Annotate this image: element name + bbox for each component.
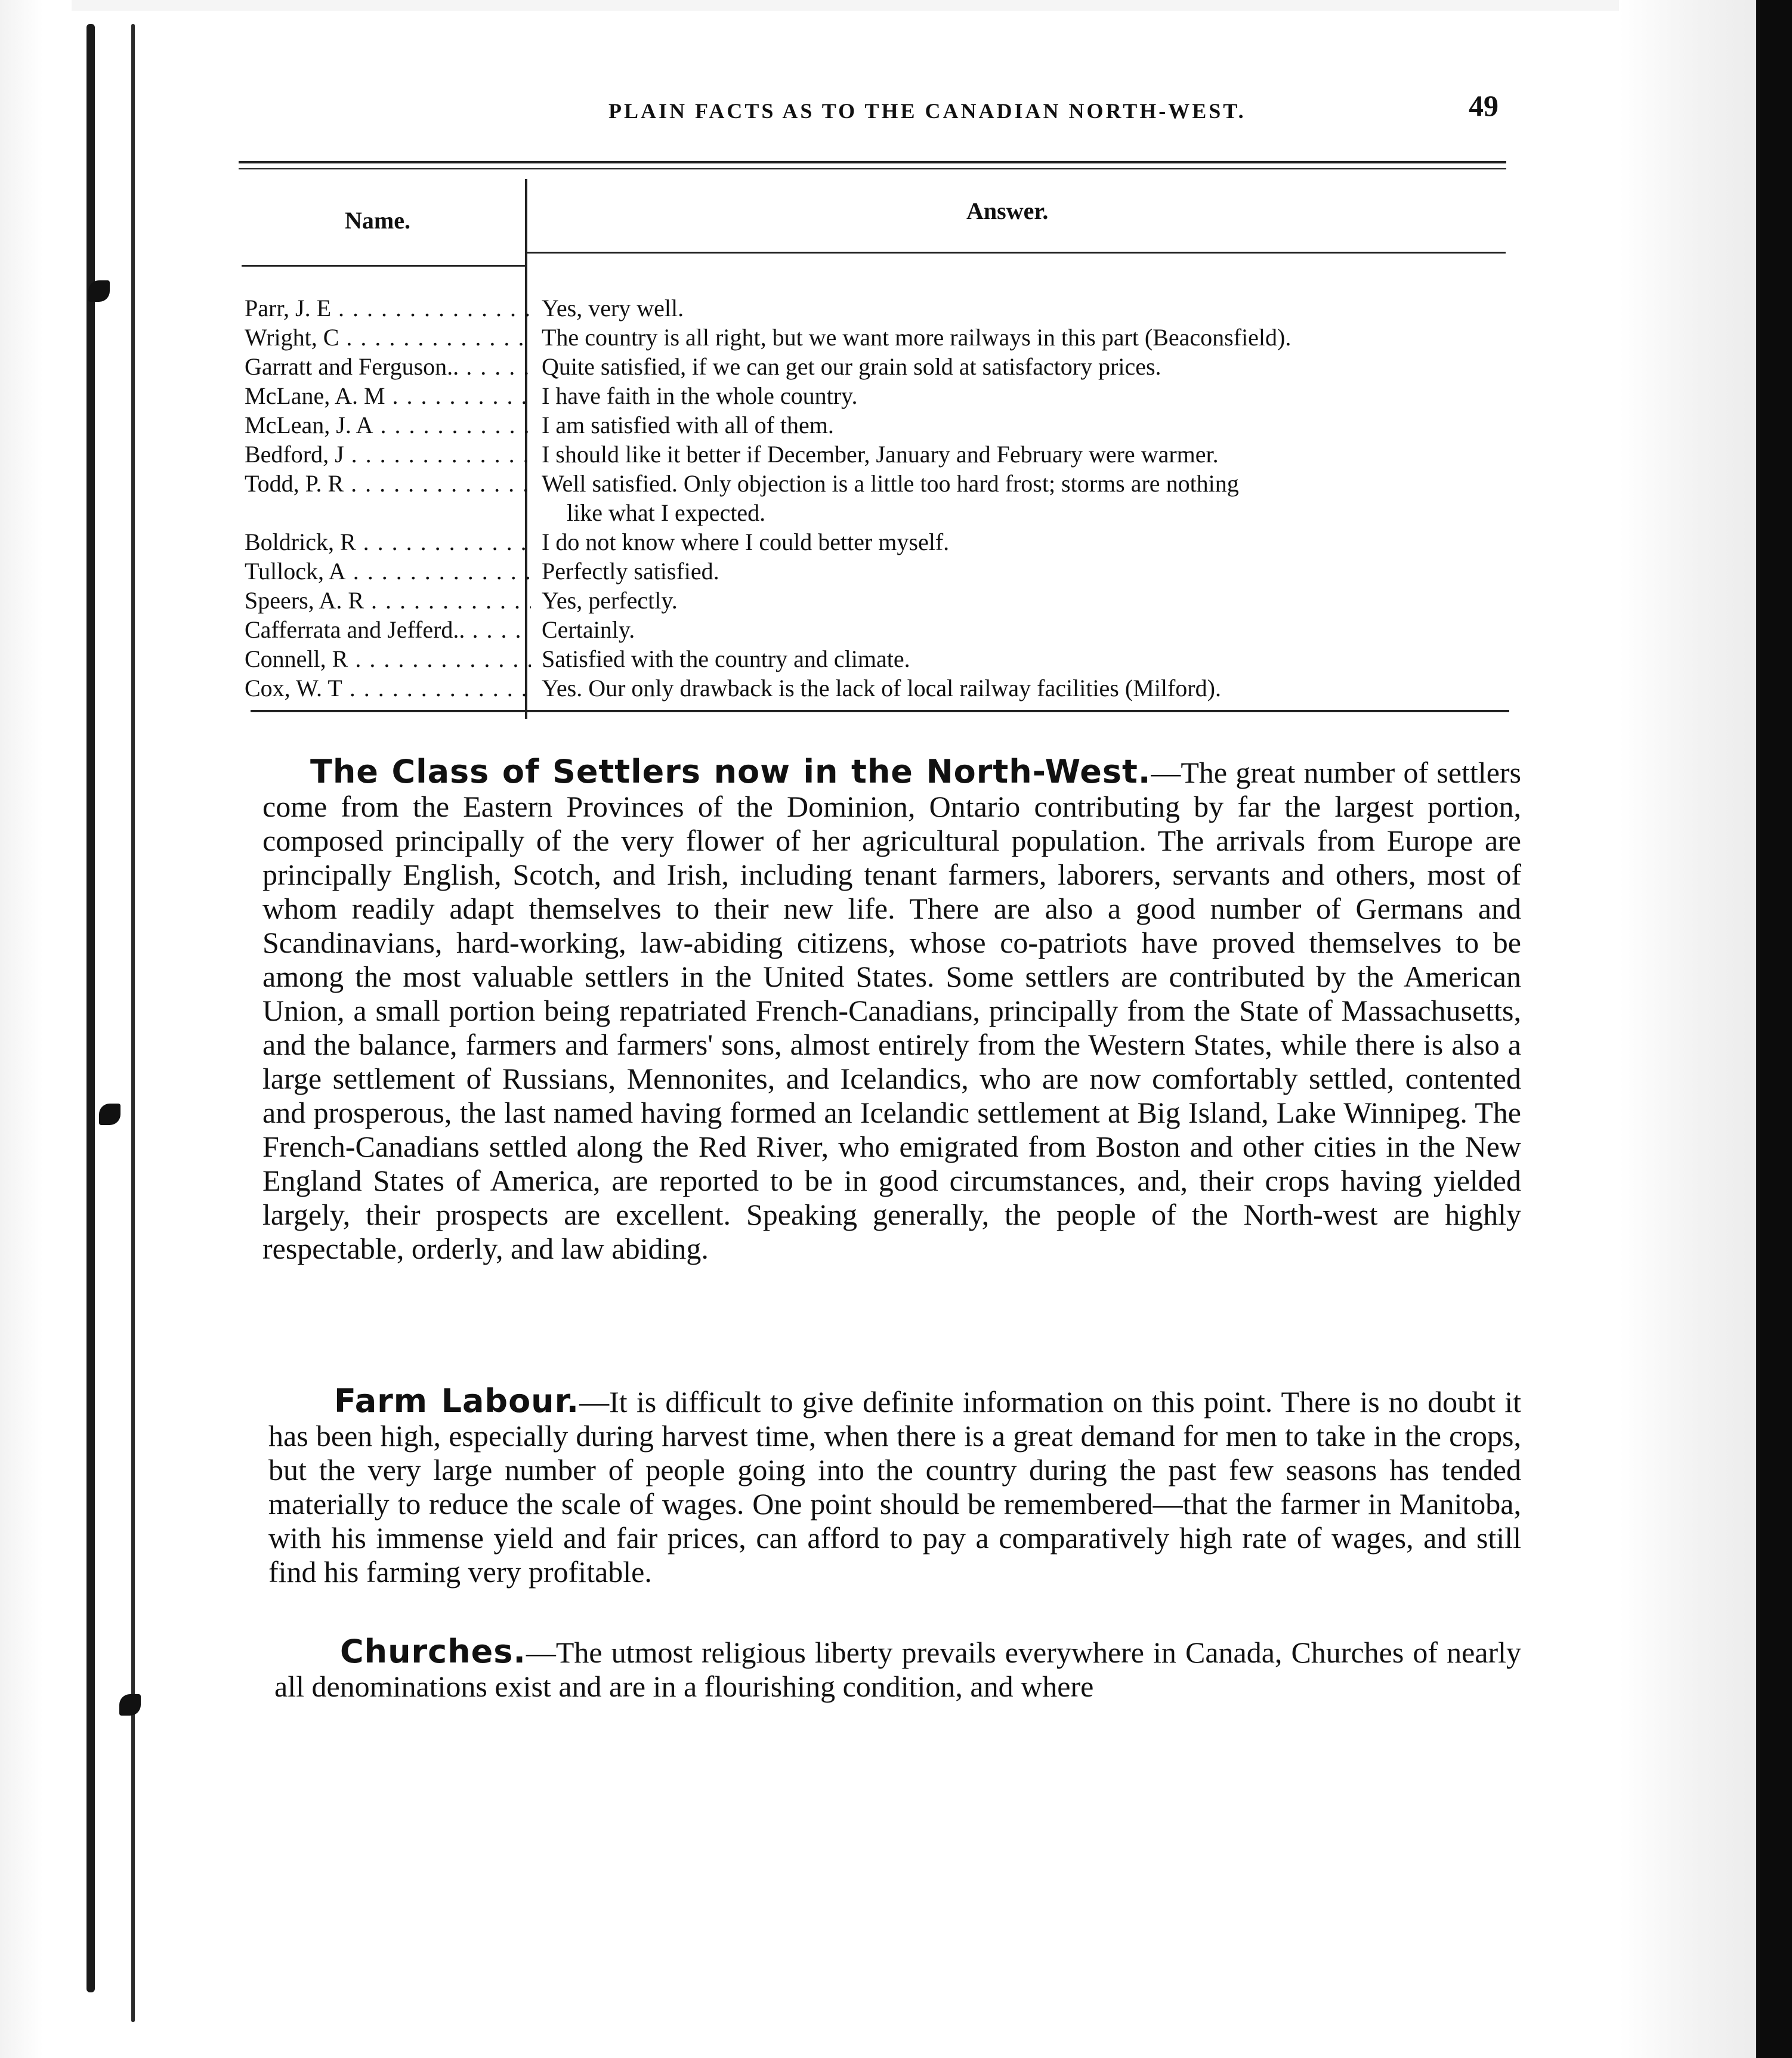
survey-table (245, 293, 1521, 703)
table-row (245, 440, 1521, 469)
scan-left-margin (0, 0, 72, 2058)
table-row (245, 557, 1521, 586)
binding-mark (88, 280, 110, 302)
settler-name: Cafferrata and Jefferd.. . . . (245, 615, 531, 644)
settler-name: Tullock, A . . . (245, 557, 531, 586)
settler-answer: I do not know where I could better myself. (542, 529, 950, 555)
binding-mark (99, 1104, 121, 1125)
page-right-shadow (1619, 0, 1756, 2058)
churches-heading: Churches. (340, 1633, 526, 1670)
settler-answer: Well satisfied. Only objection is a little too hard frost; storms are nothing like what I expected. (531, 469, 1521, 527)
settler-answer: Quite satisfied, if we can get our grain sold at satisfactory prices. (542, 353, 1161, 380)
table-row (245, 469, 1521, 527)
settler-name: Wright, C . . . (245, 323, 531, 352)
settler-name: Garratt and Ferguson.. . . . (245, 352, 531, 381)
table-row (245, 673, 1521, 703)
answer-column-header: Answer. (966, 197, 1049, 224)
table-top-rule (239, 161, 1506, 163)
settler-answer: I am satisfied with all of them. (542, 412, 834, 438)
table-row (245, 644, 1521, 673)
settler-name: Bedford, J . . . (245, 440, 531, 469)
settler-name: Speers, A. R . . . (245, 586, 531, 615)
binding-edge (86, 24, 95, 1992)
settler-answer: Perfectly satisfied. (542, 558, 719, 585)
farm-labour-heading: Farm Labour. (334, 1382, 580, 1420)
settler-answer: Certainly. (542, 616, 635, 643)
settler-name: Cox, W. T . . . (245, 673, 531, 703)
settlers-heading: The Class of Settlers now in the North-West. (310, 753, 1151, 790)
name-header-rule (242, 265, 527, 267)
name-column-header: Name. (345, 207, 410, 234)
churches-paragraph: —The utmost religious liberty prevails everywhere in Canada, Churches of nearly all denominations exist and are in a flourishing condition, and where (274, 1636, 1521, 1703)
page-number: 49 (1469, 89, 1499, 122)
binding-thread (131, 24, 135, 2022)
answer-header-rule (527, 252, 1506, 254)
settler-name: McLean, J. A . . . (245, 410, 531, 440)
table-row (245, 410, 1521, 440)
page-top-edge (0, 0, 1792, 11)
page-right-edge (1756, 0, 1792, 2058)
settler-answer: I should like it better if December, January and February were warmer. (542, 441, 1219, 468)
settler-answer: Yes, perfectly. (542, 587, 678, 614)
settler-answer: I have faith in the whole country. (542, 382, 858, 409)
table-row (245, 352, 1521, 381)
settler-answer: Yes. Our only drawback is the lack of local railway facilities (Milford). (542, 675, 1221, 702)
settler-name: McLane, A. M . . . (245, 381, 531, 410)
settlers-paragraph: —The great number of settlers come from the Eastern Provinces of the Dominion, Ontario contributing by far the largest portion, composed principally of the very flower of her agricultural population. The arrivals from Europe are principally English, Scotch, and Irish, including tenant farmers, laborers, servants and others, most of whom readily adapt themselves to their new life. There are also a good number of Germans and Scandinavians, hard-working, law-abiding citizens, whose co-patriots have proved themselves to be among the most valuable settlers in the United States. Some settlers are contributed by the American Union, a small portion being repatriated French-Canadians, principally from the State of Massachusetts, and the balance, farmers and farmers' sons, almost entirely from the Western States, while there is also a large settlement of Russians, Mennonites, and Icelandics, who are now comfortably settled, contented and prosperous, the last named having formed an Icelandic settlement at Big Island, Lake Winnipeg. The French-Canadians settled along the Red River, who emigrated from Boston and other cities in the New England States of America, are reported to be in good circumstances, and, their crops having yielded largely, their prospects are excellent. Speaking generally, the people of the North-west are highly respectable, orderly, and law abiding. (262, 756, 1521, 1265)
churches-section (274, 1634, 1521, 1704)
running-head: PLAIN FACTS AS TO THE CANADIAN NORTH-WEST. (608, 99, 1246, 123)
table-row (245, 381, 1521, 410)
settler-name: Parr, J. E . . . (245, 293, 531, 323)
farm-labour-paragraph: —It is difficult to give definite information on this point. There is no doubt it has been high, especially during harvest time, when there is a great demand for men to take in the crops, but the very large number of people going into the country during the past few seasons has tended materially to reduce the scale of wages. One point should be remembered—that the farmer in Manitoba, with his immense yield and fair prices, can afford to pay a comparatively high rate of wages, and still find his farming very profitable. (268, 1385, 1521, 1589)
farm-labour-section (268, 1384, 1521, 1589)
table-row (245, 527, 1521, 557)
settlers-section (262, 755, 1521, 1266)
table-row (245, 586, 1521, 615)
settler-answer: Satisfied with the country and climate. (542, 645, 910, 672)
settler-answer: Yes, very well. (542, 295, 684, 322)
settler-name: Todd, P. R . . . (245, 469, 531, 498)
binding-mark (119, 1694, 141, 1716)
settler-name: Boldrick, R . . . (245, 527, 531, 557)
answer-continuation: like what I expected. (567, 499, 766, 526)
settler-name: Connell, R . . . (245, 644, 531, 673)
table-row (245, 323, 1521, 352)
settler-answer: The country is all right, but we want more railways in this part (Beaconsfield). (542, 324, 1292, 351)
table-top-rule-thin (239, 168, 1506, 169)
table-row (245, 615, 1521, 644)
table-bottom-rule (251, 710, 1509, 712)
table-row (245, 293, 1521, 323)
